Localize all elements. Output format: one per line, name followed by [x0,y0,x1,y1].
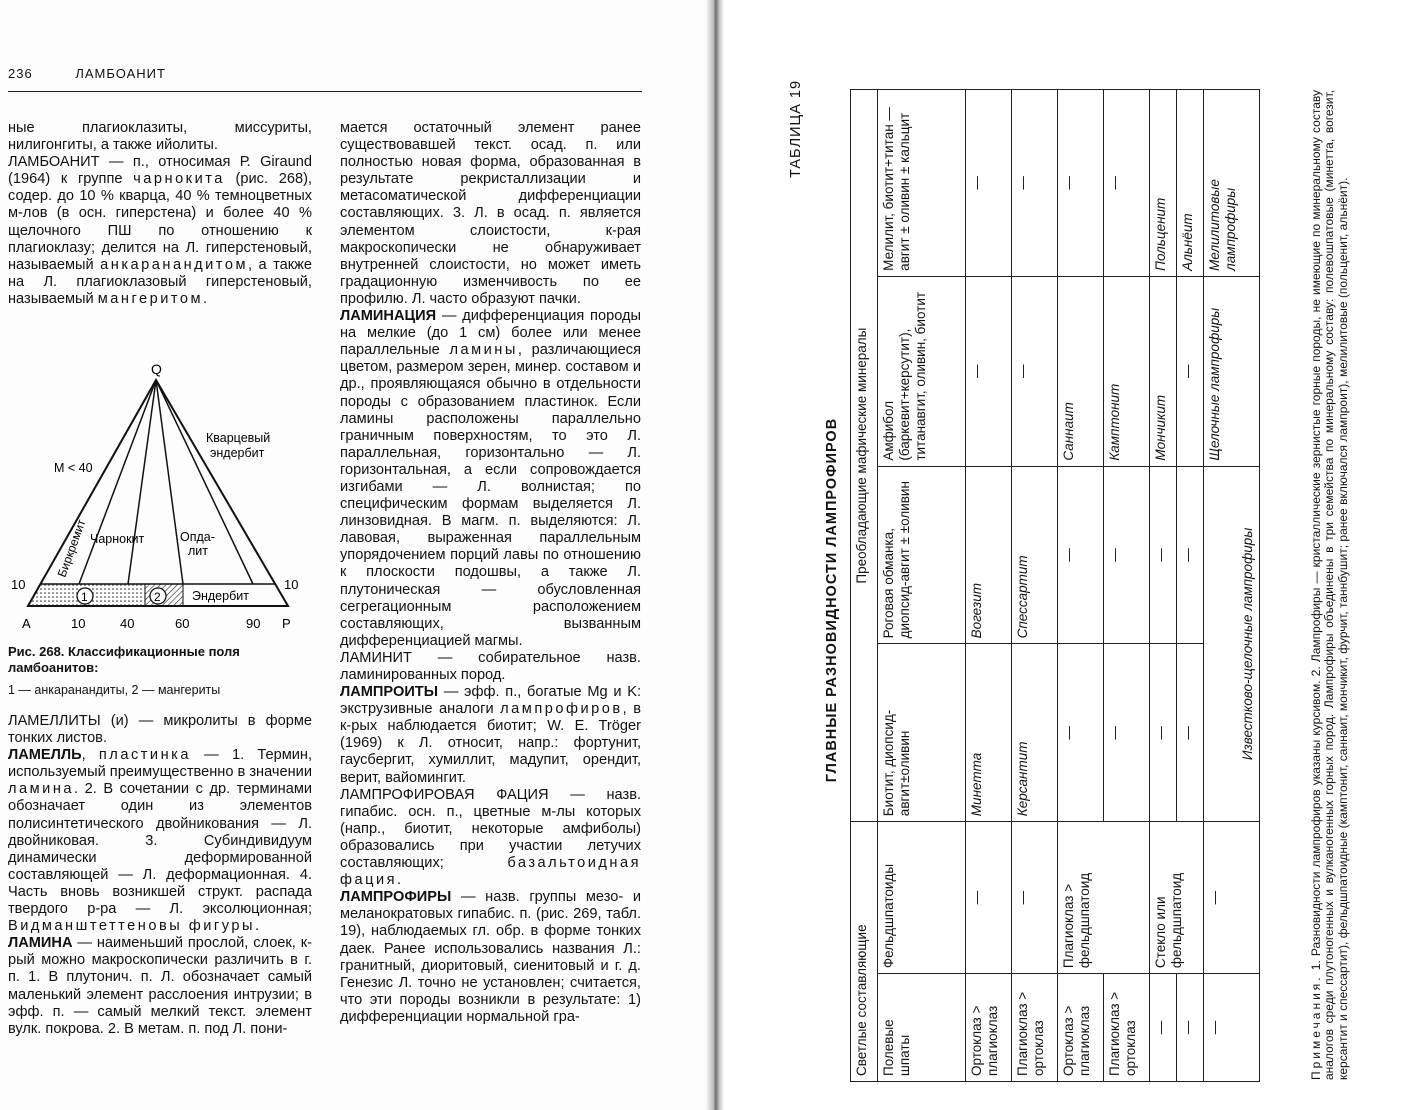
rock-cell: — [1012,90,1058,277]
apex-q: Q [151,361,162,377]
header-mafic-col-1: Биотит, диопсид-авгит±оливин [878,644,966,822]
entry-lamboanit [8,154,312,308]
table-footer-row [1204,90,1260,1082]
header-mafic-col-2: Роговая обманка, диопсид-авгит ± ±оливин [878,466,966,644]
x-tick-90: 90 [246,616,261,631]
entry-lamellity [8,713,312,747]
rock-cell: Польценит [1149,90,1176,277]
header-mafic-minerals: Преобладающие мафические минералы [851,90,878,822]
quartz-enderbite-label-1: Кварцевый [206,431,271,445]
page-number: 236 [8,66,33,81]
boundary-10 [79,380,156,584]
rock-cell: Камптонит [1103,276,1149,466]
header-light-components: Светлые составляющие [851,822,878,1082]
headword: ЛАМИНИТ [340,649,412,666]
feldspar-cell: — [1176,974,1203,1082]
rock-cell: Вогезит [966,466,1012,644]
corner-a: A [22,616,31,631]
entry-text: — наименьший прослой, слоек, к-рый можно макроскопически различить в г. п. 1. В плутонич. п. Л. обозначает самый маленький элемент расслоения интрузии; в эфф. п. — самый мелкий текст. элемент вулк. покрова. 2. В метам. п. под Л. пони- [8,935,312,1037]
spaced-term: ламина [8,781,74,798]
rock-cell: Мончикит [1149,276,1176,466]
entry-text: (рис. 268), содер. до 10 % кварца, 40 % темноцветных м-лов (в осн. гиперстена) и более 40 % щелочного ПШ по отношению к плагиоклазу; делится на Л. гиперстеновый, называемый [8,171,312,273]
feldspathoid-cell: Стекло или фельдшпатоид [1149,822,1203,974]
header-mafic-col-4: Мелилит, биотит+титан — авгит ± оливин ± кальцит [878,90,966,277]
circle-1-label: 1 [81,590,88,604]
headword: ЛАМЕЛЛИТЫ [8,713,101,729]
left-ten-label: 10 [11,577,26,592]
rock-cell: — [1057,644,1103,822]
rock-cell: — [1176,276,1203,466]
rock-cell: — [1012,276,1058,466]
rock-cell: — [1103,644,1149,822]
feldspathoid-cell: — [1204,822,1260,974]
rock-cell: — [1103,466,1149,644]
headword: ЛАМПРОИТЫ [340,684,439,701]
entry-lamprofiry [340,889,641,1026]
lamprophyre-table [850,89,1260,1082]
entry-lamproity [340,684,641,787]
spaced-term: лампрофиров [500,701,623,718]
opdalite-label-1: Опда- [180,530,215,544]
spaced-term: Видманштеттеновы фигуры. [8,918,262,935]
entry-text: — собирательное назв. ламинированных пород. [340,649,641,683]
quartz-enderbite-label-2: эндербит [210,446,265,460]
running-title: ЛАМБОАНИТ [75,66,166,81]
column-1-top [8,120,312,308]
birkremite-label: Биркремит [54,517,89,580]
rock-cell: Альнёит [1176,90,1203,277]
entry-laminit [340,650,641,684]
boundary-40 [128,380,156,584]
spaced-term: ламины [449,342,518,359]
feldspar-cell: Ортоклаз > плагиоклаз [966,974,1012,1082]
headword: ЛАМПРОФИРЫ [340,889,452,906]
opdalite-label-2: лит [188,544,209,558]
entry-lamina [8,935,312,1038]
paragraph-continuation: мается остаточный элемент ранее существовавшей текст. осад. п. или полностью новая форма, образованная в результате рекристаллизации и метасоматической дифференциации составляющих. 3. Л. в осад. п. является элементом слоистости, к-рая макроскопически не обнаруживает внутренней слоистости, но может иметь градационную изменчивость по ее профилю. Л. часто образуют пачки. [340,120,641,307]
rock-cell: — [1149,466,1176,644]
right-page [724,0,1401,1110]
book-gutter [706,0,724,1110]
spaced-term: чарнокита [133,171,225,188]
circle-2-label: 2 [154,590,161,604]
headword: ЛАМПРОФИРОВАЯ ФАЦИЯ [340,786,549,803]
feldspar-cell: Плагиоклаз > ортоклаз [1103,974,1149,1082]
rock-cell: — [966,90,1012,277]
table-row [1012,90,1058,1082]
entry-lamell [8,747,312,935]
entry-text: , в к-рых наблюдается биотит; W. E. Tröger (1969) к Л. относит, напр.: фортунит, гаусбергит, хумиллит, мадупит, орендит, верит, вайомингит. [340,701,641,786]
entry-laminacia [340,308,641,650]
spaced-term: базальтоидная фация. [340,855,641,889]
corner-p: P [282,616,291,631]
table-number: ТАБЛИЦА 19 [788,79,804,178]
headword: ЛАМЕЛЛЬ [8,747,82,764]
column-2 [340,120,641,1026]
table-row [1149,90,1176,1082]
rock-cell: Минетта [966,644,1012,822]
feldspathoid-cell: Плагиоклаз > фельдшпатоид [1057,822,1149,974]
right-ten-label: 10 [284,577,299,592]
rock-cell: — [1149,644,1176,822]
x-tick-10: 10 [71,616,86,631]
entry-text: . 2. В сочетании с др. терминами обозначает один из элементов полисинтетического двойникования — Л. двойниковая. 3. Субиндивидуум динамически деформированной составляющей — Л. деформационная. 4. Часть вновь возникшей структ. распада твердого р-ра — Л. эксолюционная; [8,781,312,918]
table-row [966,90,1012,1082]
feldspar-cell: Ортоклаз > плагиоклаз [1057,974,1103,1082]
rock-cell: — [966,276,1012,466]
header-feldspathoids: Фельдшпатоиды [878,822,966,974]
figure-legend: 1 — анкаранандиты, 2 — мангериты [8,683,221,697]
spaced-term: анкаранандитом [100,256,248,273]
figure-caption: Рис. 268. Классификационные поля ламбоанитов: [8,644,240,675]
headword: ЛАМИНАЦИЯ [340,308,437,325]
feldspathoid-cell: — [966,822,1012,974]
spaced-term: пластинка [98,747,191,764]
entry-text: — дифференциация породы на мелкие (до 1 см) более или менее параллельные [340,308,641,359]
feldspar-cell: — [1149,974,1176,1082]
m-label: M < 40 [54,461,93,475]
rock-cell: — [1057,466,1103,644]
family-melilite: Мелилитовые лампрофиры [1204,90,1260,277]
header-rule [8,91,642,92]
entry-text: , различающиеся цветом, размером зерен, минер. составом и др., проявляющаяся обычно в отдельности породы с образованием пластинок. Если ламины расположены параллельно граничным поверхностям, то это Л. параллельная, горизонтально — Л. горизонтальная, а если сопровождается изгибами — Л. волнистая; по специфическим формам выделяется Л. линзовидная. В магм. п. выделяются: Л. лавовая, выраженная параллельным упорядочением порций лавы по отношению к плоскости подошвы, а также Л. плутоническая — обусловленная сегрегационным расположением составляющих, вызванным дифференциацией магмы. [340,342,641,649]
rock-cell: — [1176,644,1203,822]
header-mafic-col-3: Амфибол (баркевит+керсутит), титанавгит, оливин, биотит [878,276,966,466]
x-tick-40: 40 [120,616,135,631]
rock-cell: — [1176,466,1203,644]
entry-text: — 1. Термин, используемый преимущественно в значении [8,747,312,781]
column-1-bottom [8,713,312,1038]
boundary-60 [156,380,183,584]
feldspathoid-cell: — [1012,822,1058,974]
table-notes [1310,90,1350,1080]
entry-lamprofir-facia [340,787,641,890]
header-feldspars: Полевые шпаты [878,974,966,1082]
table-header-row-2 [878,90,966,1082]
entry-text: (и) — микролиты в форме тонких листов. [8,713,312,747]
paragraph-continuation: ные плагиоклазиты, миссуриты, нилигонгиты, а также ийолиты. [8,120,312,154]
table-header-row-1 [851,90,878,1082]
notes-lead: Примечания. [1309,974,1323,1080]
entry-text: — назв. группы мезо- и меланократовых гипабис. п. (рис. 269, табл. 19), наблюдаемых гл. обр. в форме тонких даек. Ранее использовались названия Л.: гранитный, диоритовый, сиенитовый и г. д. Генезис Л. точно не установлен; считается, что эти породы возникли в результате: 1) дифференциации нормальной гра- [340,889,641,1025]
x-tick-60: 60 [175,616,190,631]
entry-text: — п., относимая Р. Giraund (1964) к группе [8,154,312,188]
entry-text: , а также на Л. плагиоклазовый гиперстеновый, называемый [8,256,312,307]
charnockite-label: Чарнокит [90,532,145,546]
family-calc-alkaline: Известково-щелочные лампрофиры [1204,466,1260,822]
spaced-term: мангеритом. [97,290,210,307]
table-row [1057,90,1103,1082]
rock-cell: — [1103,90,1149,277]
rock-cell: Керсантит [1012,644,1058,822]
entry-text: , [81,747,99,764]
family-alkaline: Щелочные лампрофиры [1204,276,1260,466]
rock-cell: — [1057,90,1103,277]
figure-268 [8,352,312,642]
headword: ЛАМИНА [8,935,73,952]
rock-cell: Саннаит [1057,276,1103,466]
running-head [8,66,166,81]
feldspar-cell: — [1204,974,1260,1082]
feldspar-cell: Плагиоклаз > ортоклаз [1012,974,1058,1082]
table-title: ГЛАВНЫЕ РАЗНОВИДНОСТИ ЛАМПРОФИРОВ [824,417,840,783]
entry-text: — назв. гипабис. осн. п., цветные м-лы которых (напр., биотит, некоторые амфиболы) образовались при участии летучих составляющих; [340,786,642,872]
entry-text: — эфф. п., богатые Mg и K: экструзивные аналоги [340,684,641,718]
headword: ЛАМБОАНИТ [8,154,100,171]
rotated-table-page [724,70,1401,1110]
rock-cell: Спессартит [1012,466,1058,644]
ternary-diagram [8,352,312,642]
notes-text: 1. Разновидности лампрофиров указаны курсивом. 2. Лампрофиры — кристаллические зернистые горные породы, не имеющие по минеральному составу аналогов среди плутоногенных и вулканогенных горных пород. Лампрофиры объединены в три семейства по минеральному составу: полевошпатовые (минетта, вогезит, керсантит и спессартит), фельдшпатоидные (камптонит, саннаит, мончикит, фурчит, таннбушит; ранее включался лампроит), мелилитовые (польценит, альнёит). [1309,90,1350,1080]
enderbite-label: Эндербит [192,589,249,603]
